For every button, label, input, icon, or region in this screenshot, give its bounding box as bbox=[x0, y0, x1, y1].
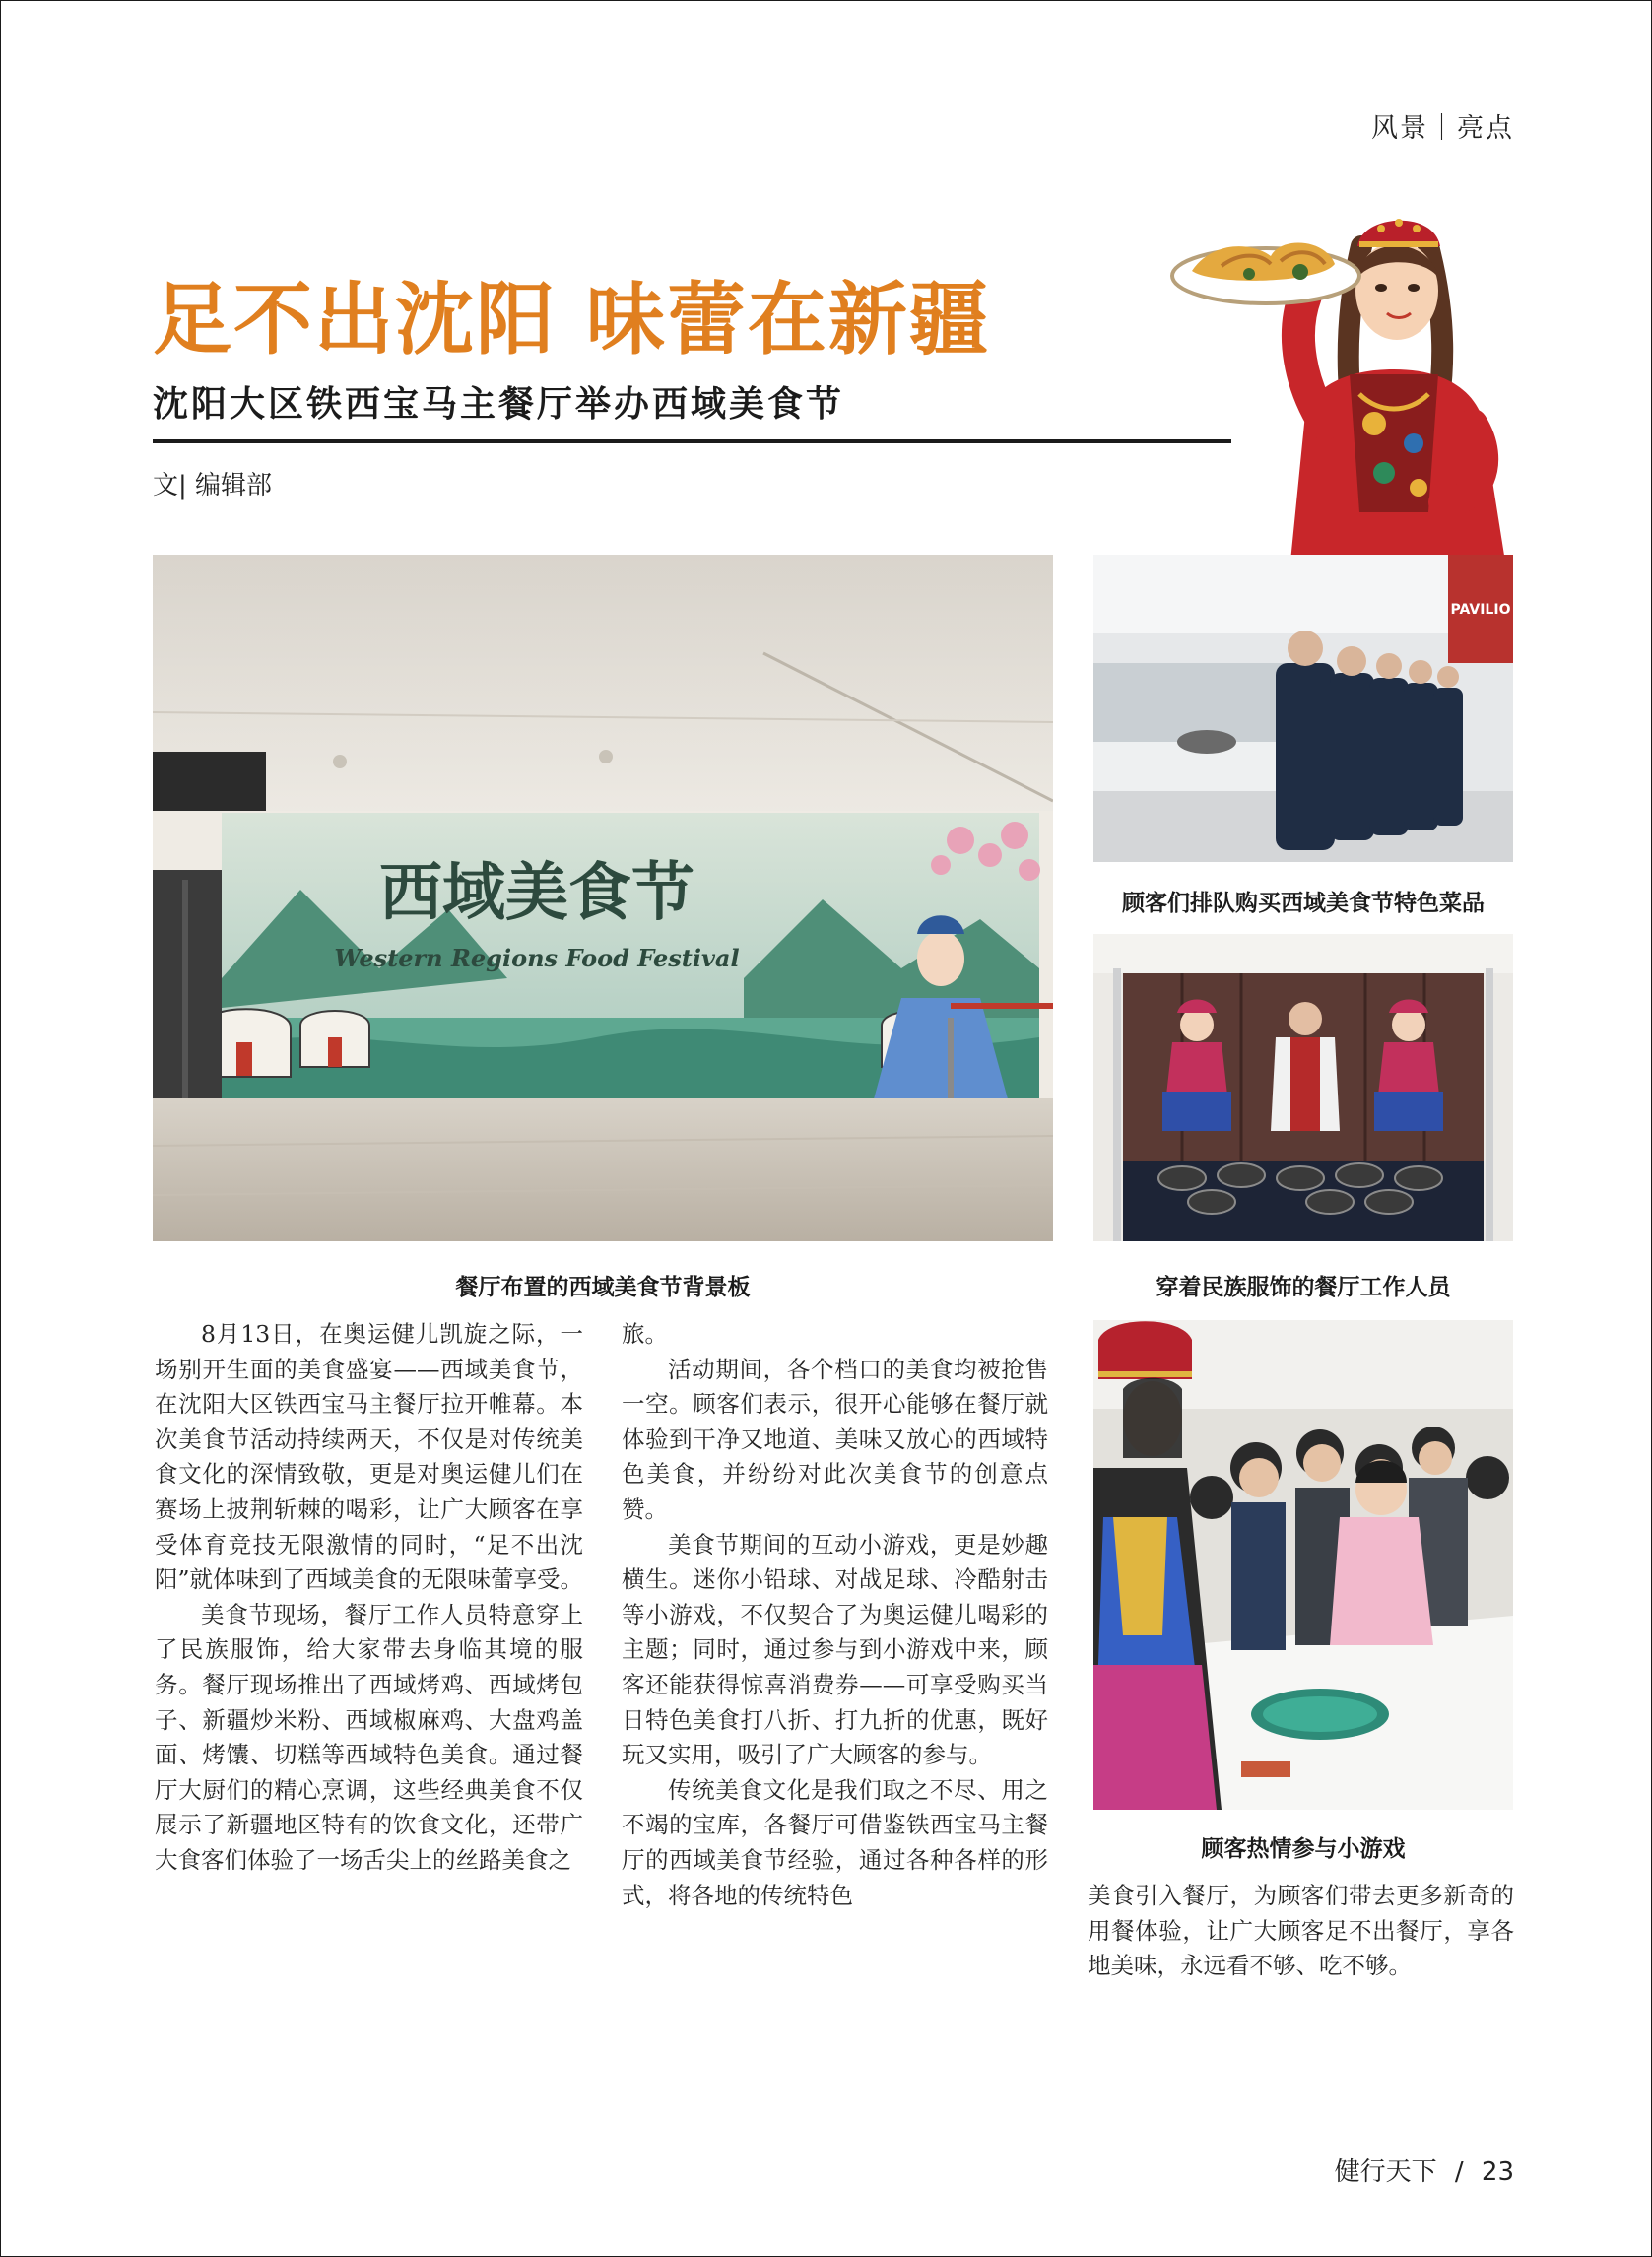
paragraph: 传统美食文化是我们取之不尽、用之不竭的宝库，各餐厅可借鉴铁西宝马主餐厅的西域美食节经验，通过各种各样的形式，将各地的传统特色 bbox=[622, 1775, 1048, 1909]
paragraph-continuation: 美食引入餐厅，为顾客们带去更多新奇的用餐体验，让广大顾客足不出餐厅，享各地美味，永远看不够、吃不够。 bbox=[1088, 1882, 1514, 1980]
paragraph: 美食节现场，餐厅工作人员特意穿上了民族服饰，给大家带去身临其境的服务。餐厅现场推出了西域烤鸡、西域烤包子、新疆炒米粉、西域椒麻鸡、大盘鸡盖面、烤馕、切糕等西域特色美食。通过餐厅大厨们的精心烹调，这些经典美食不仅展示了新疆地区特有的饮食文化，还带广大食客们体验了一场舌尖上的丝路美食之 bbox=[155, 1600, 583, 1874]
byline: 文| 编辑部 bbox=[153, 471, 273, 500]
page-footer bbox=[1335, 2152, 1514, 2188]
body-column-1 bbox=[155, 1317, 583, 1879]
caption-staff-photo: 穿着民族服饰的餐厅工作人员 bbox=[1156, 1275, 1451, 1300]
paragraph: 8月13日，在奥运健儿凯旋之际，一场别开生面的美食盛宴——西域美食节，在沈阳大区铁西宝马主餐厅拉开帷幕。本次美食节活动持续两天，不仅是对传统美食文化的深情致敬，更是对奥运健儿们在赛场上披荆斩棘的喝彩，让广大顾客在享受体育竞技无限激情的同时，“足不出沈阳”就体味到了西域美食的无限味蕾享受。 bbox=[155, 1320, 584, 1594]
article-title: 足不出沈阳 味蕾在新疆 bbox=[153, 274, 990, 365]
caption-games-photo: 顾客热情参与小游戏 bbox=[1201, 1836, 1406, 1862]
title-divider bbox=[153, 439, 1231, 443]
photo-staff-costumes bbox=[1093, 934, 1513, 1241]
mascot-illustration bbox=[1133, 187, 1527, 562]
page-number: 23 bbox=[1481, 2157, 1514, 2187]
paragraph: 活动期间，各个档口的美食均被抢售一空。顾客们表示，很开心能够在餐厅就体验到干净又地道、美味又放心的西域特色美食，并纷纷对此次美食节的创意点赞。 bbox=[622, 1355, 1048, 1523]
article-subtitle: 沈阳大区铁西宝马主餐厅举办西域美食节 bbox=[153, 384, 845, 425]
banner-title-cn: 西域美食节 bbox=[379, 856, 694, 930]
caption-main-photo: 餐厅布置的西域美食节背景板 bbox=[455, 1275, 751, 1300]
paragraph: 美食节期间的互动小游戏，更是妙趣横生。迷你小铅球、对战足球、冷酷射击等小游戏，不仅契合了为奥运健儿喝彩的主题；同时，通过参与到小游戏中来，顾客还能获得惊喜消费券——可享受购买当日特色美食打八折、打九折的优惠，既好玩又实用，吸引了广大顾客的参与。 bbox=[622, 1530, 1048, 1769]
body-column-3 bbox=[1088, 1879, 1514, 1984]
body-column-2 bbox=[622, 1317, 1048, 1913]
banner-title-en: Western Regions Food Festival bbox=[334, 944, 740, 972]
magazine-name: 健行天下 bbox=[1334, 2157, 1437, 2187]
photo-customers-queue bbox=[1093, 555, 1513, 862]
pavilion-sign: PAVILIO bbox=[1450, 602, 1511, 618]
caption-queue-photo: 顾客们排队购买西域美食节特色菜品 bbox=[1122, 891, 1485, 916]
footer-separator: / bbox=[1454, 2157, 1464, 2187]
paragraph-continuation: 旅。 bbox=[622, 1320, 668, 1348]
photo-mini-games bbox=[1093, 1320, 1513, 1810]
photo-festival-backdrop bbox=[153, 555, 1053, 1241]
section-tag: 风景｜亮点 bbox=[1371, 113, 1514, 144]
